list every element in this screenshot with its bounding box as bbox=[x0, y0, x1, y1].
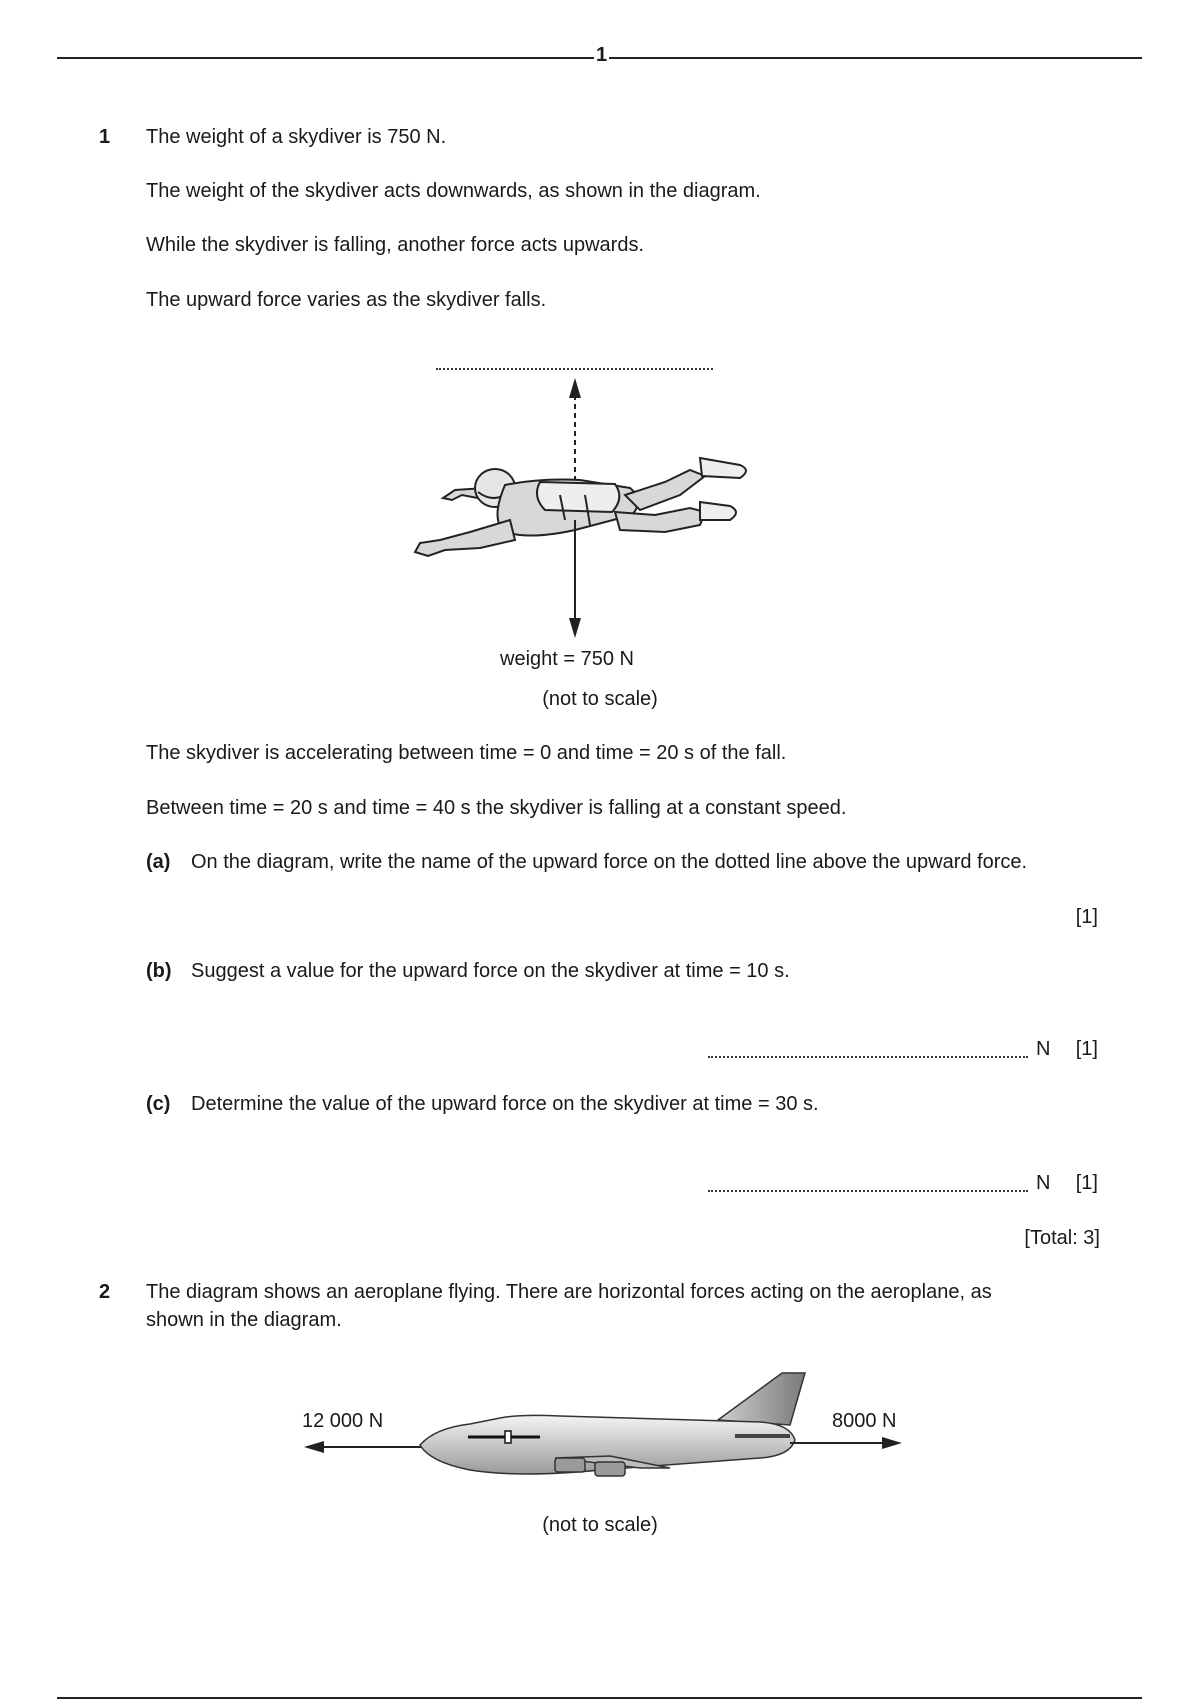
weight-label: weight = 750 N bbox=[500, 648, 634, 670]
question-1-number: 1 bbox=[99, 126, 111, 148]
left-force-arrow bbox=[304, 1441, 430, 1453]
part-a-text: On the diagram, write the name of the upward force on the dotted line above the upward force. bbox=[191, 851, 1028, 873]
part-b-unit: N bbox=[1036, 1038, 1051, 1060]
not-to-scale-note-1: (not to scale) bbox=[542, 688, 658, 710]
part-a-mark: [1] bbox=[1075, 906, 1098, 928]
part-c-unit: N bbox=[1036, 1172, 1051, 1194]
q1-after-line-2: Between time = 20 s and time = 40 s the skydiver is falling at a constant speed. bbox=[146, 797, 847, 819]
left-force-label: 12 000 N bbox=[302, 1410, 384, 1432]
part-c-mark: [1] bbox=[1075, 1172, 1098, 1194]
right-force-label: 8000 N bbox=[832, 1410, 897, 1432]
part-b-text: Suggest a value for the upward force on the skydiver at time = 10 s. bbox=[191, 960, 790, 982]
part-b-label: (b) bbox=[146, 960, 172, 982]
part-b-mark: [1] bbox=[1075, 1038, 1098, 1060]
not-to-scale-note-2: (not to scale) bbox=[542, 1514, 658, 1536]
part-c-text: Determine the value of the upward force on the skydiver at time = 30 s. bbox=[191, 1093, 819, 1115]
q1-total: [Total: 3] bbox=[1024, 1227, 1100, 1249]
q2-line-2: shown in the diagram. bbox=[146, 1309, 342, 1331]
part-c-label: (c) bbox=[146, 1093, 171, 1115]
right-force-arrow bbox=[790, 1437, 902, 1449]
q2-line-1: The diagram shows an aeroplane flying. There are horizontal forces acting on the aeroplane, as bbox=[146, 1281, 992, 1303]
q1-line-3: While the skydiver is falling, another force acts upwards. bbox=[146, 234, 644, 256]
q1-line-4: The upward force varies as the skydiver falls. bbox=[146, 289, 547, 311]
aeroplane-icon bbox=[420, 1373, 805, 1476]
question-2-number: 2 bbox=[99, 1281, 111, 1303]
part-a-label: (a) bbox=[146, 851, 171, 873]
page-number: 1 bbox=[596, 44, 608, 66]
q1-line-2: The weight of the skydiver acts downwards, as shown in the diagram. bbox=[146, 180, 761, 202]
footer-rule bbox=[57, 1697, 1142, 1699]
q1-line-1: The weight of a skydiver is 750 N. bbox=[146, 126, 447, 148]
q1-after-line-1: The skydiver is accelerating between time = 0 and time = 20 s of the fall. bbox=[146, 742, 787, 764]
